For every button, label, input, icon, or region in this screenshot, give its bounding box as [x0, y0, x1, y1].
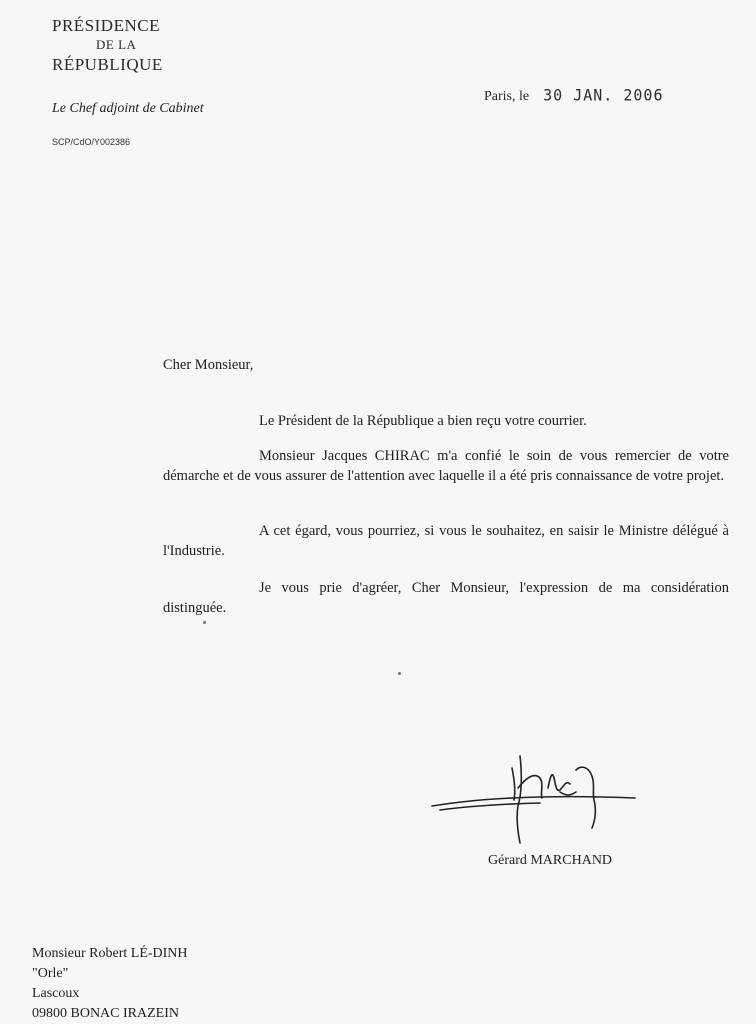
paragraph-4: Je vous prie d'agréer, Cher Monsieur, l'expression de ma considération distinguée.: [163, 580, 729, 616]
date-prefix: Paris, le: [484, 89, 530, 104]
paragraph-2: Monsieur Jacques CHIRAC m'a confié le soin de vous remercier de votre démarche et de vous assurer de l'attention avec laquelle il a été pris connaissance de votre projet.: [163, 448, 729, 484]
recipient-line-3: Lascoux: [32, 986, 80, 1001]
signer-name: Gérard MARCHAND: [488, 853, 613, 868]
reference-number: SCP/CdO/Y002386: [52, 137, 131, 147]
letterhead: [52, 16, 232, 76]
paper-speck: [203, 621, 206, 624]
letterhead-line-3: RÉPUBLIQUE: [52, 55, 163, 74]
salutation: Cher Monsieur,: [163, 357, 254, 373]
date-line: [484, 86, 663, 105]
letterhead-line-2: DE LA: [96, 37, 137, 52]
recipient-address: [32, 944, 188, 1024]
letterhead-line-1: PRÉSIDENCE: [52, 16, 160, 35]
paragraph-3: A cet égard, vous pourriez, si vous le souhaitez, en saisir le Ministre délégué à l'Industrie.: [163, 523, 729, 559]
recipient-line-2: "Orle": [32, 966, 69, 981]
paper-speck: [398, 672, 401, 675]
recipient-line-4: 09800 BONAC IRAZEIN: [32, 1006, 179, 1021]
paragraph-1: Le Président de la République a bien reçu votre courrier.: [259, 413, 587, 429]
date-stamp: 30 JAN. 2006: [543, 85, 664, 105]
recipient-name: Monsieur Robert LÉ-DINH: [32, 946, 188, 961]
letterhead-subtitle: Le Chef adjoint de Cabinet: [52, 101, 204, 116]
handwritten-signature: [430, 748, 640, 858]
